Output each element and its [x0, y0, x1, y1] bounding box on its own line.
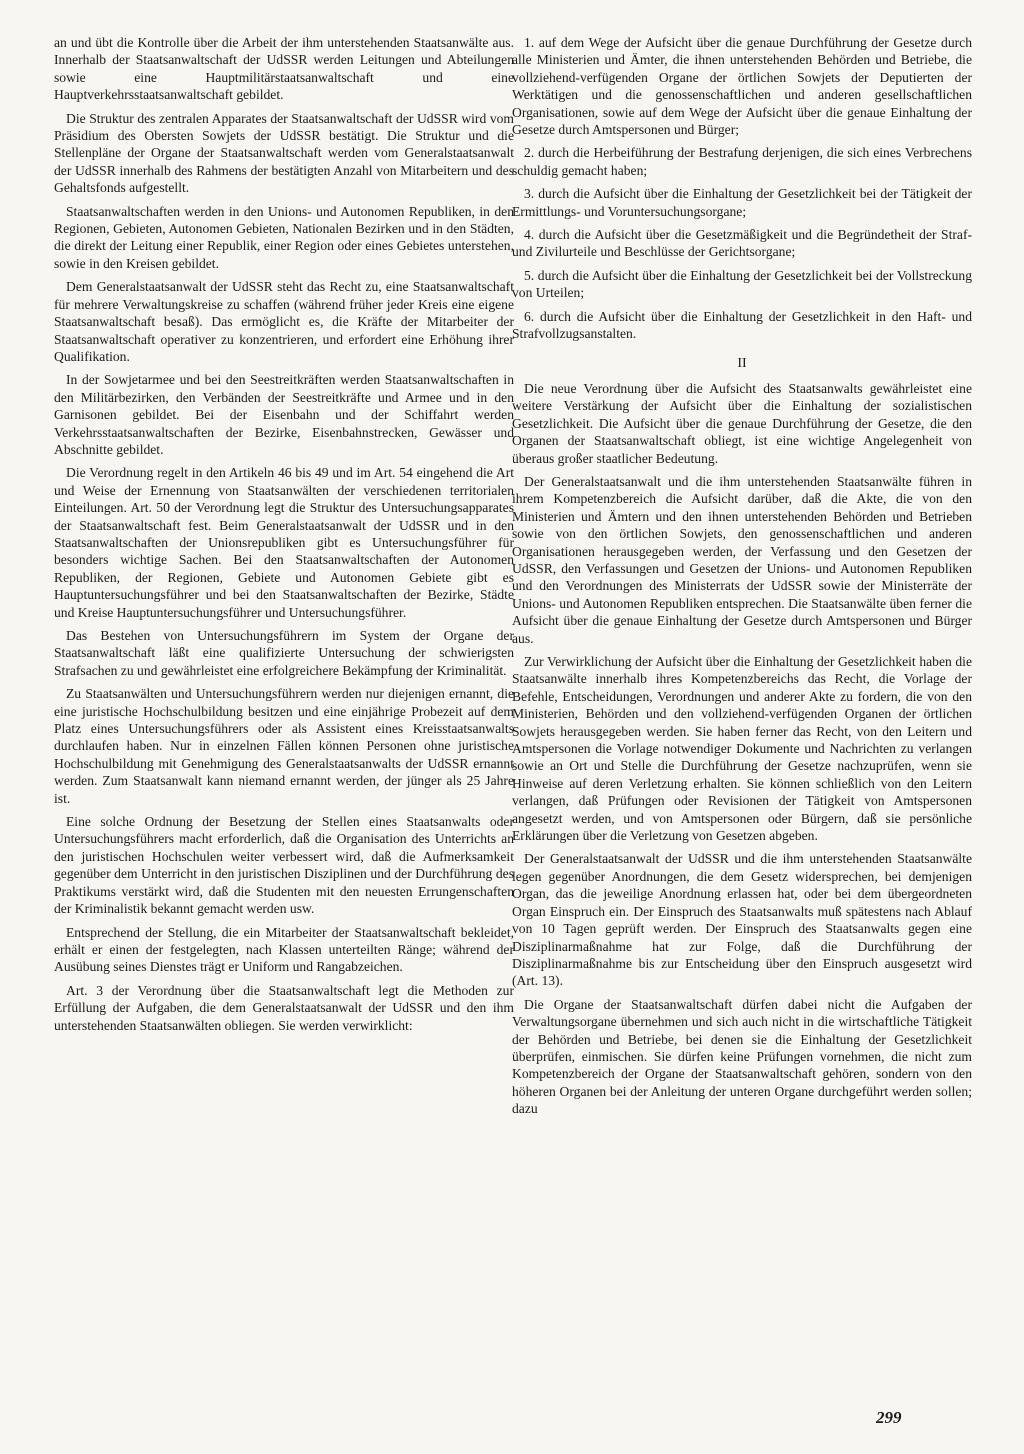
paragraph: Eine solche Ordnung der Besetzung der Stellen eines Staatsanwalts oder Untersuchungsführers macht erforderlich, daß die Organisation des Unterrichts an den juristischen Hochschulen weiter verbessert wird, daß die Aufmerksamkeit gegenüber dem Unterricht in den juristischen Disziplinen und der Durchführung des Praktikums verstärkt wird, daß die Studenten mit den neuesten Errungenschaften der Kriminalistik bekannt gemacht werden usw. — [54, 814, 514, 917]
paragraph: Zur Verwirklichung der Aufsicht über die Einhaltung der Gesetzlichkeit haben die Staatsanwälte innerhalb ihres Kompetenzbereichs das Recht, die Vorlage der Befehle, Entscheidungen, Verordnungen und anderer Akte zu fordern, die von den Ministerien, Behörden und den vollziehend-verfügenden Organen der örtlichen Sowjets herausgegeben werden. Sie haben ferner das Recht, von den Leitern und Amtspersonen die Vorlage notwendiger Dokumente und Nachrichten zu verlangen sowie an Ort und Stelle die Durchführung der Gesetze nachzuprüfen, wenn sie Hinweise auf deren Verletzung erhalten. Sie können schließlich von den Leitern verlangen, daß Prüfungen oder Revisionen der Tätigkeit von Amtspersonen angesetzt werden, und von Amtspersonen oder Bürgern, daß sie persönliche Erklärungen über die Verletzung von Gesetzen abgeben. — [512, 654, 972, 844]
paragraph: 4. durch die Aufsicht über die Gesetzmäßigkeit und die Begründetheit der Straf- und Zivilurteile und Beschlüsse der Gerichtsorgane; — [512, 227, 972, 260]
right-column — [512, 34, 972, 1124]
paragraph: 6. durch die Aufsicht über die Einhaltung der Gesetzlichkeit in den Haft- und Strafvollzugsanstalten. — [512, 308, 972, 342]
paragraph: Zu Staatsanwälten und Untersuchungsführern werden nur diejenigen ernannt, die eine juristische Hochschulbildung besitzen und eine einjährige Probezeit auf dem Platz eines Untersuchungsführers oder als Assistent eines Kreisstaatsanwalts durchlaufen haben. Nur in einzelnen Fällen können Personen ohne juristische Hochschulbildung mit Genehmigung des Generalstaatsanwalts der UdSSR ernannt werden. Zum Staatsanwalt kann niemand ernannt werden, der jünger als 25 Jahre ist. — [54, 686, 514, 806]
paragraph: Der Generalstaatsanwalt und die ihm unterstehenden Staatsanwälte führen in ihrem Kompetenzbereich die Aufsicht darüber, daß die Akte, die von den Ministerien und Ämtern und den ihnen unterstehenden Behörden und Betrieben sowie von den örtlichen Sowjets, den genossenschaftlichen und anderen Organisationen herausgegeben werden, der Verfassung und den Gesetzen der UdSSR, den Verfassungen und Gesetzen der Unions- und Autonomen Republiken und den Verordnungen des Ministerrats der UdSSR sowie der Ministerräte der Unions- und Autonomen Republiken entsprechen. Die Staatsanwälte üben ferner die Aufsicht über die genaue Einhaltung der Gesetze durch Amtspersonen und Bürger aus. — [512, 473, 972, 646]
paragraph: 3. durch die Aufsicht über die Einhaltung der Gesetzlichkeit bei der Tätigkeit der Ermittlungs- und Voruntersuchungsorgane; — [512, 186, 972, 219]
paragraph: In der Sowjetarmee und bei den Seestreitkräften werden Staatsanwaltschaften in den Militärbezirken, den Verbänden der Seestreitkräfte und Armee und in den Garnisonen gebildet. Bei der Eisenbahn und der Schiffahrt werden Verkehrsstaatsanwaltschaften der Bezirke, Eisenbahnstrecken, Gewässer und Abschnitte gebildet. — [54, 372, 514, 457]
paragraph: Die Verordnung regelt in den Artikeln 46 bis 49 und im Art. 54 eingehend die Art und Weise der Ernennung von Staatsanwälten der verschiedenen territorialen Einteilungen. Art. 50 der Verordnung legt die Struktur des Untersuchungsapparates der Staatsanwaltschaft fest. Beim Generalstaatsanwalt der UdSSR und in den Staatsanwaltschaften der Unionsrepubliken gibt es Untersuchungsführer für besonders wichtige Sachen. Bei den Staatsanwaltschaften der Autonomen Republiken, der Regionen, Gebiete und Autonomen Gebiete gibt es Hauptuntersuchungsführer und bei den Staatsanwaltschaften der Bezirke, Städte und Kreise Hauptuntersuchungsführer und Untersuchungsführer. — [54, 465, 514, 620]
paragraph: 2. durch die Herbeiführung der Bestrafung derjenigen, die sich eines Verbrechens schuldig gemacht haben; — [512, 145, 972, 178]
paragraph: Dem Generalstaatsanwalt der UdSSR steht das Recht zu, eine Staatsanwaltschaft für mehrere Verwaltungskreise zu schaffen (während früher jeder Kreis eine eigene Staatsanwaltschaft besaß). Das ermöglicht es, die Kräfte der Mitarbeiter der Staatsanwaltschaft operativer zu konzentrieren, und erfordert eine Erhöhung ihrer Qualifikation. — [54, 279, 514, 364]
paragraph: Die Organe der Staatsanwaltschaft dürfen dabei nicht die Aufgaben der Verwaltungsorgane übernehmen und sich auch nicht in die wirtschaftliche Tätigkeit der Behörden und Betriebe, bei denen sie die Einhaltung der Gesetzlichkeit überprüfen, einmischen. Sie dürfen keine Prüfungen vornehmen, die nicht zum Kompetenzbereich der Organe der Staatsanwaltschaft gehören, sondern von den höheren Organen bei der Anleitung der unteren Organe durchgeführt werden sollen; dazu — [512, 996, 972, 1117]
enumerated-methods-list — [512, 34, 972, 343]
paragraph: an und übt die Kontrolle über die Arbeit der ihm unterstehenden Staatsanwälte aus. Innerhalb der Staatsanwaltschaft der UdSSR werden Leitungen und Abteilungen sowie eine Hauptmilitärstaatsanwaltschaft und eine Hauptverkehrsstaatsanwaltschaft gebildet. — [54, 35, 514, 103]
paragraph: Die Struktur des zentralen Apparates der Staatsanwaltschaft der UdSSR wird vom Präsidium des Obersten Sowjets der UdSSR bestätigt. Die Struktur und die Stellenpläne der Organe der Staatsanwaltschaft werden vom Generalstaatsanwalt der UdSSR innerhalb des Rahmens der bestätigten Anzahl von Mitarbeitern und des Gehaltsfonds aufgestellt. — [54, 110, 514, 196]
paragraph: Entsprechend der Stellung, die ein Mitarbeiter der Staatsanwaltschaft bekleidet, erhält er einen der festgelegten, nach Klassen unterteilten Ränge; während der Ausübung seines Dienstes trägt er Uniform und Rangabzeichen. — [54, 924, 514, 975]
paragraph: Art. 3 der Verordnung über die Staatsanwaltschaft legt die Methoden zur Erfüllung der Aufgaben, die dem Generalstaatsanwalt der UdSSR und den ihm unterstehenden Staatsanwälten obliegen. Sie werden verwirklicht: — [54, 982, 514, 1033]
paragraph: 1. auf dem Wege der Aufsicht über die genaue Durchführung der Gesetze durch alle Ministerien und Ämter, die ihnen unterstehenden Behörden und Betriebe, die vollziehend-verfügenden Organe der örtlichen Sowjets der Deputierten der Werktätigen und die genossenschaftlichen und anderen gesellschaftlichen Organisationen, sowie auf dem Wege der Aufsicht über die genaue Einhaltung der Gesetze durch Amtspersonen und Bürger; — [512, 35, 972, 138]
left-column — [54, 34, 514, 1040]
paragraph: Das Bestehen von Untersuchungsführern im System der Organe der Staatsanwaltschaft läßt eine qualifizierte Untersuchung der schwierigsten Strafsachen zu und gewährleistet eine erfolgreichere Bekämpfung der Kriminalität. — [54, 628, 514, 678]
paragraph: 5. durch die Aufsicht über die Einhaltung der Gesetzlichkeit bei der Vollstreckung von Urteilen; — [512, 267, 972, 301]
section-two-text — [512, 380, 972, 1118]
paragraph: Die neue Verordnung über die Aufsicht des Staatsanwalts gewährleistet eine weitere Verstärkung der Aufsicht über die Einhaltung der sozialistischen Gesetzlichkeit. Die Aufsicht über die genaue Durchführung der Gesetze, die den Organen der Staatsanwaltschaft obliegt, ist eine wichtige Angelegenheit von überaus großer staatlicher Bedeutung. — [512, 380, 972, 466]
page-number: 299 — [876, 1408, 902, 1427]
section-heading: II — [737, 355, 747, 371]
paragraph: Der Generalstaatsanwalt der UdSSR und die ihm unterstehenden Staatsanwälte legen gegenüber Anordnungen, die dem Gesetz widersprechen, bei demjenigen Organ, das die jeweilige Anordnung erlassen hat, oder bei dem übergeordneten Organ Einspruch ein. Der Einspruch des Staatsanwalts muß spätestens nach Ablauf von 10 Tagen geprüft werden. Der Einspruch des Staatsanwalts gegen eine Disziplinarmaßnahme hat zur Folge, daß die Durchführung der Disziplinarmaßnahme bis zur Entscheidung über den Einspruch ausgesetzt wird (Art. 13). — [512, 851, 972, 989]
paragraph: Staatsanwaltschaften werden in den Unions- und Autonomen Republiken, in den Regionen, Gebieten, Autonomen Gebieten, Nationalen Bezirken und in den Städten, die direkt der Leitung einer Republik, einer Region oder eines Gebietes unterstehen, sowie in den Kreisen gebildet. — [54, 203, 514, 271]
